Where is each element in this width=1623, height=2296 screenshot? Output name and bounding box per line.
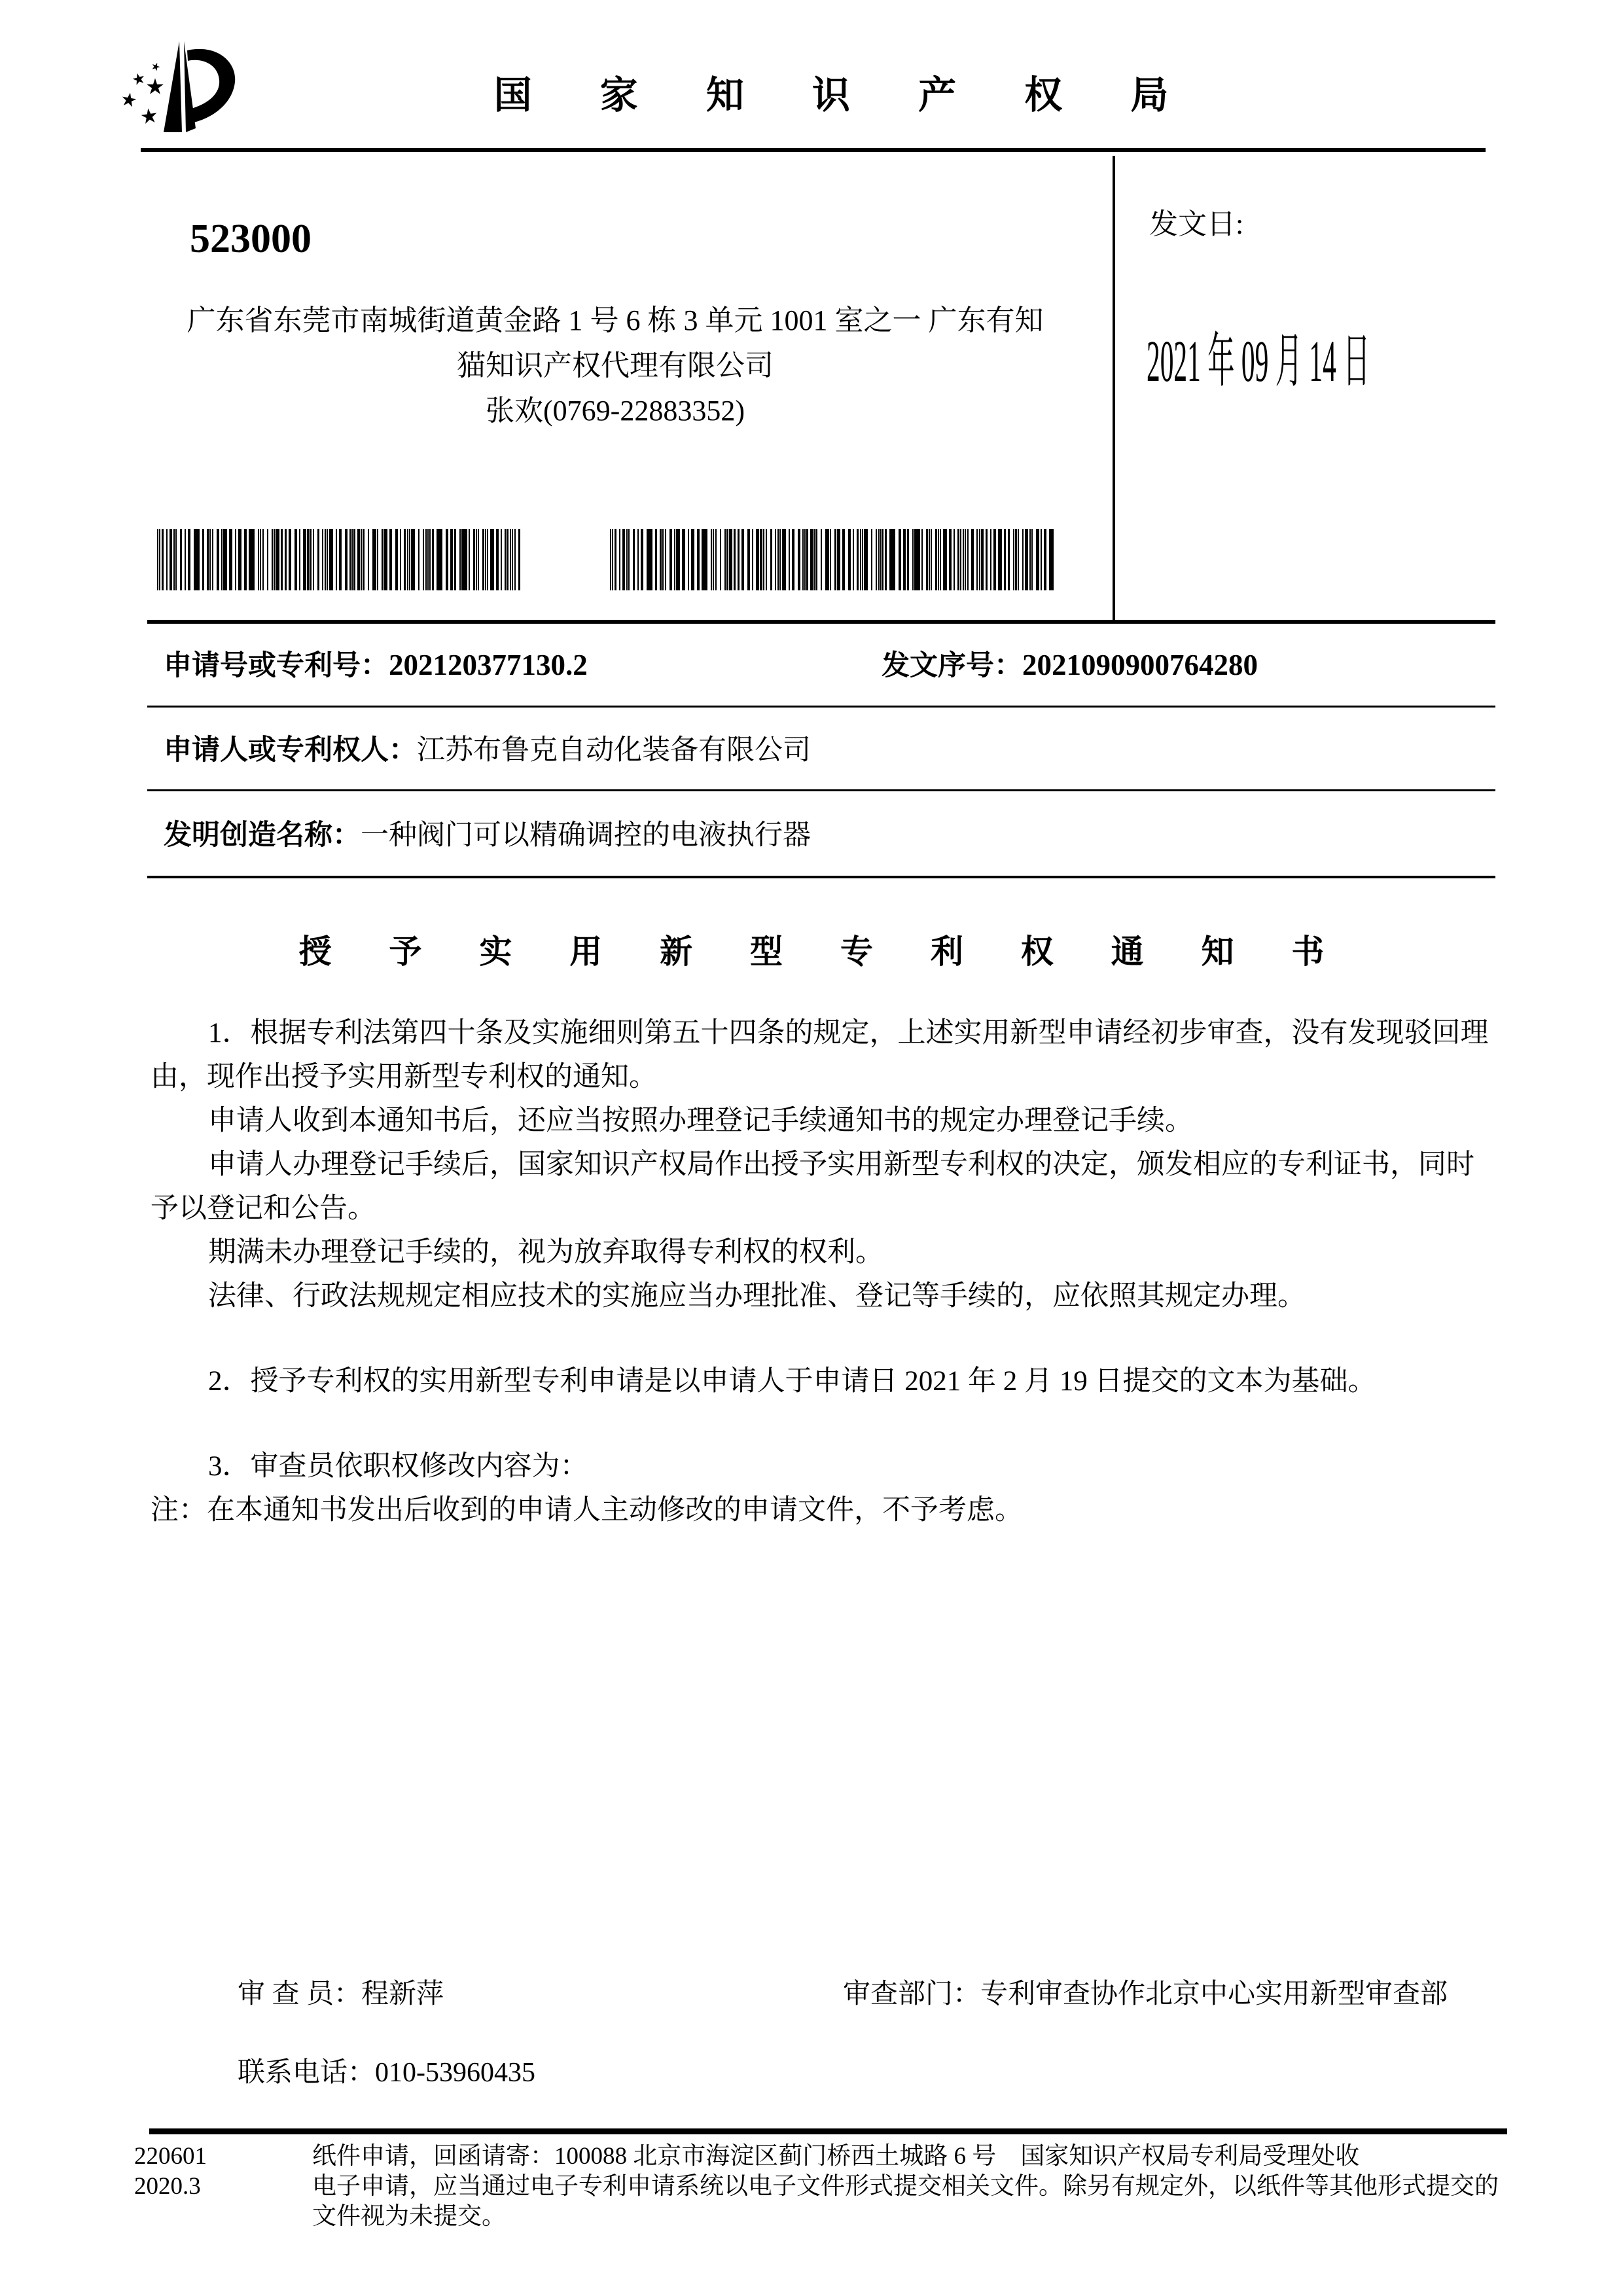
dispatch-date-value: 2021 年 09 月 14 日 (1147, 329, 1370, 394)
footer-rule (149, 2128, 1507, 2134)
address-line-2: 猫知识产权代理有限公司 (457, 350, 774, 382)
application-number-value: 202120377130.2 (389, 649, 588, 681)
table-rule-4 (147, 876, 1495, 878)
barcode-right (610, 529, 1054, 590)
cnipa-logo-icon (118, 36, 249, 141)
phone-value: 010-53960435 (375, 2058, 536, 2088)
department-label: 审查部门： (843, 1979, 981, 2009)
invention-title-label: 发明创造名称： (164, 820, 361, 851)
notice-line: 2．授予专利权的实用新型专利申请是以申请人于申请日 2021 年 2 月 19 日提交的文本为基础。 (208, 1366, 1376, 1397)
examiner-row (238, 1978, 444, 2011)
table-rule-1 (147, 620, 1495, 624)
notice-body (151, 1011, 1538, 1532)
form-version: 2020.3 (134, 2173, 201, 2200)
recipient-contact: 张欢(0769-22883352) (486, 395, 745, 427)
notice-line: 予以登记和公告。 (151, 1193, 376, 1224)
recipient-address (180, 298, 1050, 433)
date-column-divider (1113, 156, 1115, 622)
barcode-left (157, 529, 520, 590)
department-row (843, 1978, 1448, 2011)
address-line-1: 广东省东莞市南城街道黄金路 1 号 6 栋 3 单元 1001 室之一 广东有知 (187, 304, 1044, 336)
notice-line: 1．根据专利法第四十条及实施细则第五十四条的规定，上述实用新型申请经初步审查，没有发现驳回理 (208, 1018, 1489, 1049)
footer-note-line: 电子申请，应当通过电子专利申请系统以电子文件形式提交相关文件。除另有规定外，以纸件等其他形式提交的 (312, 2173, 1499, 2200)
serial-number-row (882, 647, 1258, 685)
agency-title: 国 家 知 识 产 权 局 (493, 74, 1198, 117)
footer-note-line: 文件视为未提交。 (312, 2203, 506, 2230)
table-rule-3 (147, 789, 1495, 791)
notice-line: 注：在本通知书发出后收到的申请人主动修改的申请文件，不予考虑。 (151, 1495, 1023, 1526)
application-number-label: 申请号或专利号： (164, 651, 389, 681)
examiner-label: 审 查 员： (238, 1979, 362, 2009)
notice-line: 申请人办理登记手续后，国家知识产权局作出授予实用新型专利权的决定，颁发相应的专利证书，同时 (208, 1149, 1474, 1180)
header-rule (141, 148, 1486, 152)
serial-number-label: 发文序号： (882, 651, 1022, 681)
notice-line: 法律、行政法规规定相应技术的实施应当办理批准、登记等手续的，应依照其规定办理。 (208, 1281, 1306, 1312)
application-number-row (164, 647, 588, 685)
footer-form-codes (134, 2142, 207, 2202)
notice-line: 由，现作出授予实用新型专利权的通知。 (151, 1062, 657, 1092)
table-rule-2 (147, 706, 1495, 708)
form-code: 220601 (134, 2143, 207, 2170)
invention-title-row (164, 817, 811, 854)
phone-row (238, 2056, 535, 2089)
notice-line: 申请人收到本通知书后，还应当按照办理登记手续通知书的规定办理登记手续。 (208, 1105, 1193, 1136)
examiner-name: 程新萍 (361, 1979, 444, 2009)
invention-title-value: 一种阀门可以精确调控的电液执行器 (361, 820, 811, 851)
footer-notes (312, 2142, 1499, 2232)
notice-line: 期满未办理登记手续的，视为放弃取得专利权的权利。 (208, 1237, 883, 1268)
dispatch-date-label: 发文日: (1149, 208, 1244, 240)
phone-label: 联系电话： (238, 2058, 376, 2088)
applicant-value: 江苏布鲁克自动化装备有限公司 (417, 735, 811, 766)
notice-title: 授 予 实 用 新 型 专 利 权 通 知 书 (298, 933, 1349, 970)
applicant-label: 申请人或专利权人： (164, 735, 417, 766)
department-name: 专利审查协作北京中心实用新型审查部 (980, 1979, 1448, 2009)
footer-note-line: 纸件申请，回函请寄：100088 北京市海淀区蓟门桥西土城路 6 号 国家知识产权局专利局受理处收 (312, 2143, 1360, 2170)
applicant-row (164, 732, 811, 769)
postal-code: 523000 (190, 217, 312, 261)
serial-number-value: 2021090900764280 (1022, 649, 1258, 681)
notice-line: 3．审查员依职权修改内容为： (208, 1451, 588, 1482)
